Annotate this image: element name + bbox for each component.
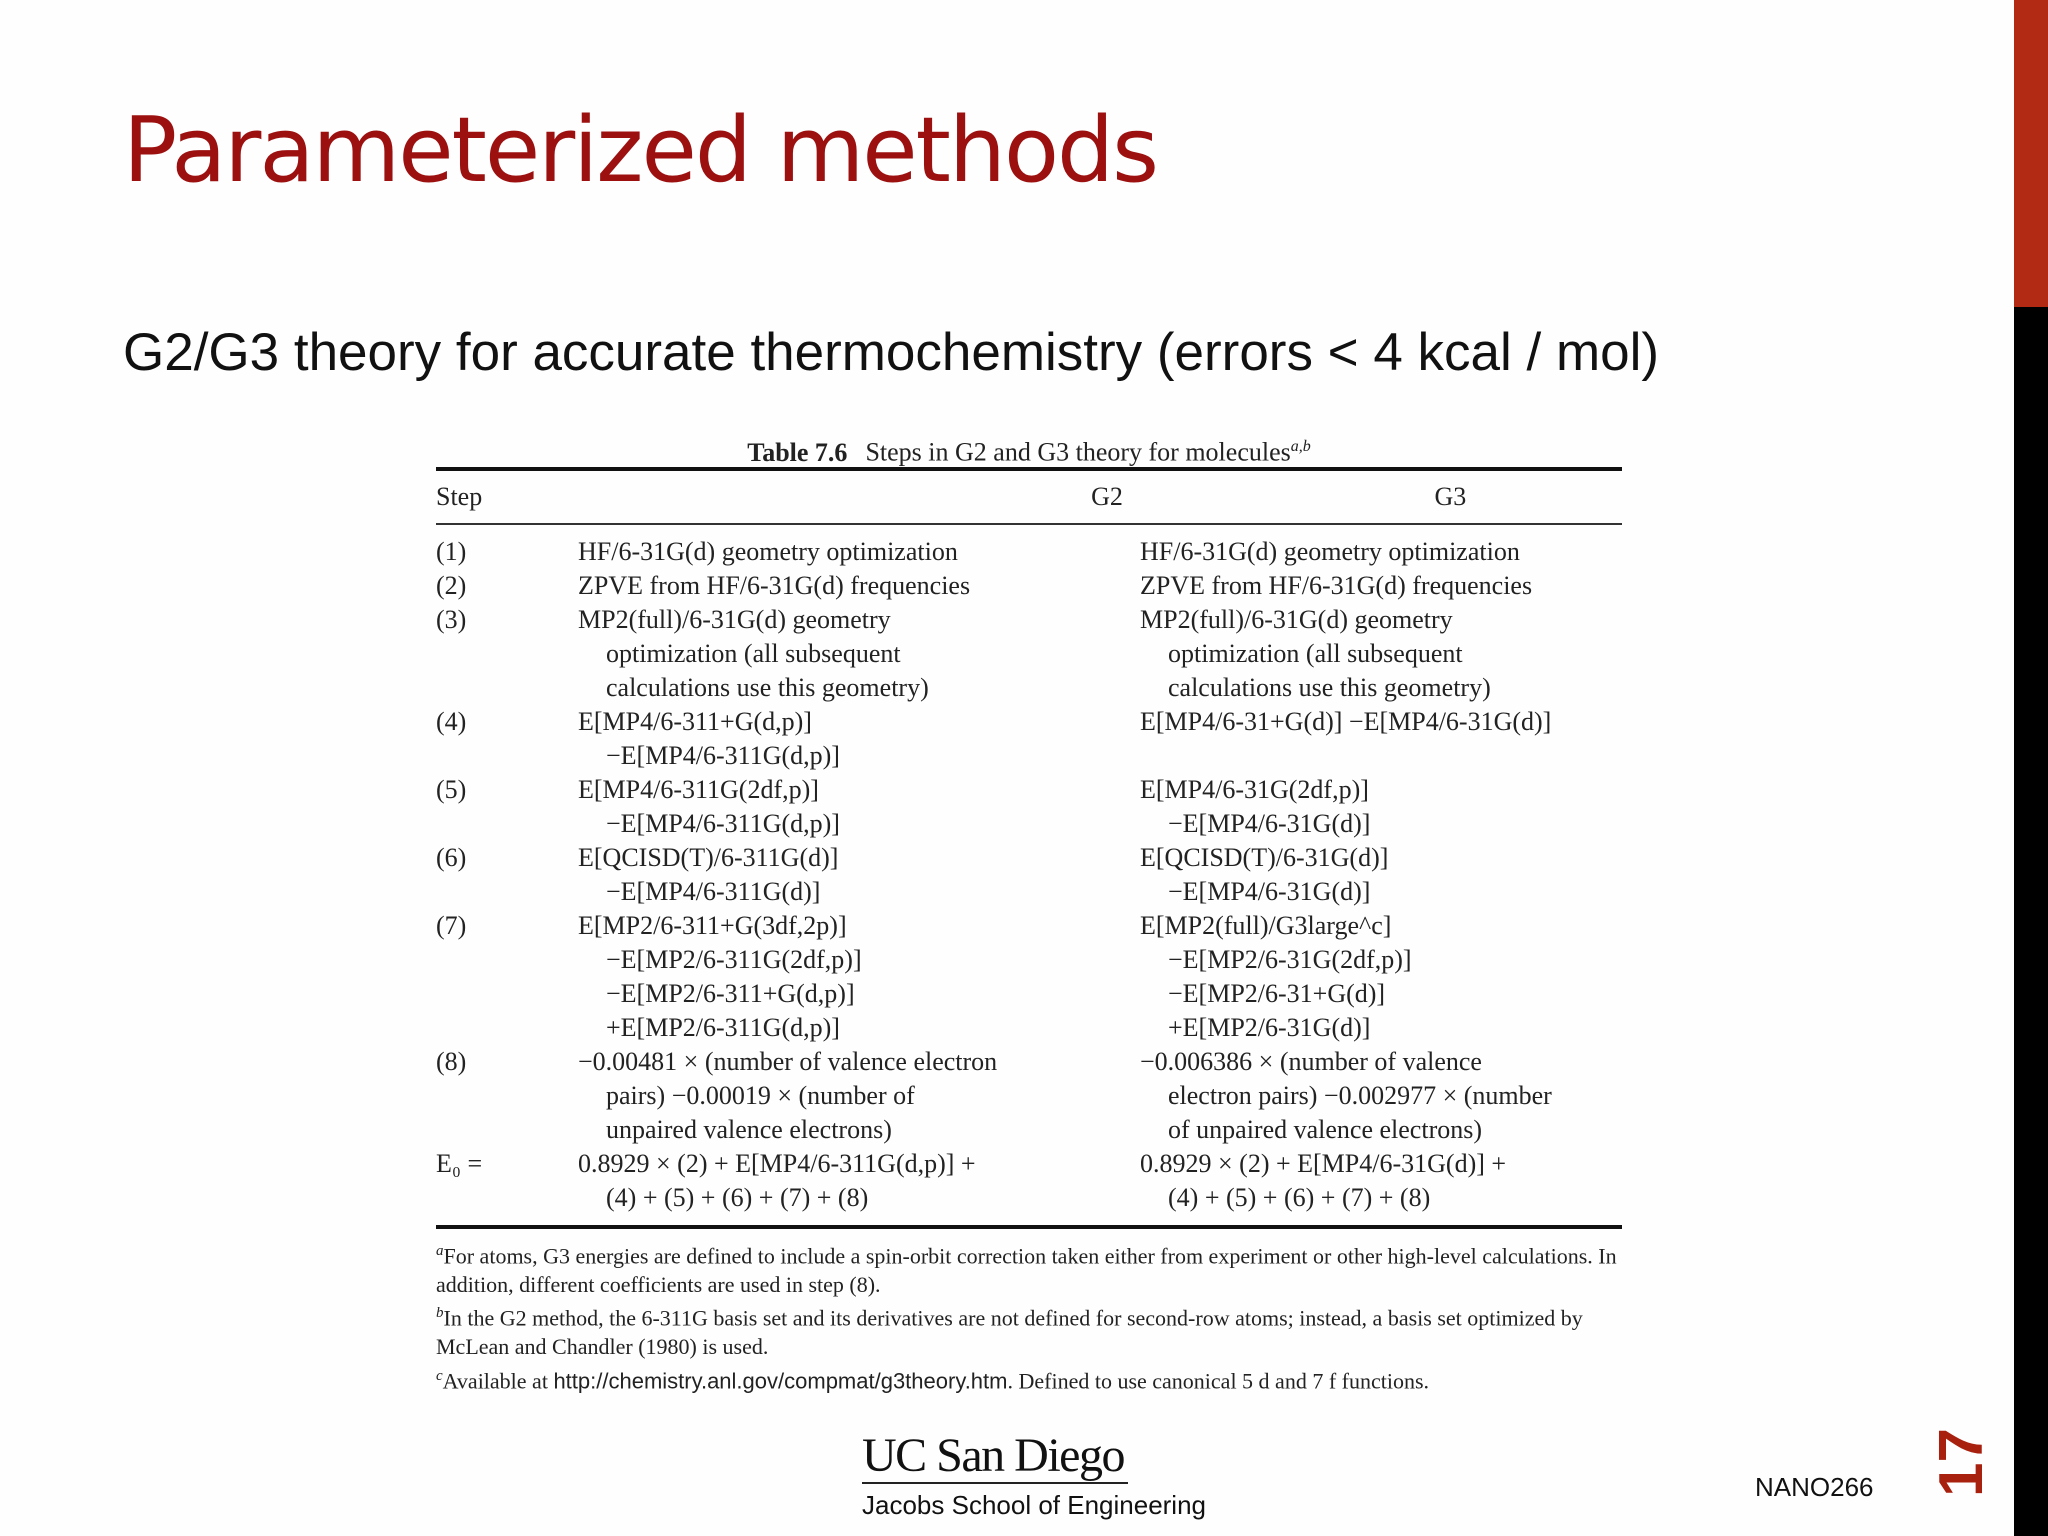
g3-line: −0.006386 × (number of valence xyxy=(1140,1047,1482,1076)
step-label: E₀ = xyxy=(436,1149,483,1178)
step-label: (2) xyxy=(436,571,467,600)
table-row xyxy=(436,773,1622,841)
g2-line: 0.8929 × (2) + E[MP4/6-311G(d,p)] + xyxy=(578,1149,976,1178)
step-label: (4) xyxy=(436,707,467,736)
g2-cell xyxy=(578,569,1140,603)
g3-line: E[QCISD(T)/6-31G(d)] xyxy=(1140,843,1389,872)
g3-line: (4) + (5) + (6) + (7) + (8) xyxy=(1168,1183,1431,1212)
g2-line: calculations use this geometry) xyxy=(606,673,929,702)
table-row xyxy=(436,535,1622,569)
ucsd-logo-sub: Jacobs School of Engineering xyxy=(862,1490,1207,1520)
footnote-a xyxy=(436,1237,1622,1299)
table-row xyxy=(436,569,1622,603)
header-step: Step xyxy=(436,482,483,511)
g3-cell xyxy=(1140,1147,1622,1215)
g2-cell xyxy=(578,1147,1140,1215)
step-label: (5) xyxy=(436,775,467,804)
step-label: (1) xyxy=(436,537,467,566)
g2-line: −E[MP2/6-311G(2df,p)] xyxy=(606,945,862,974)
footnote-c-mark: c xyxy=(436,1367,443,1384)
g2-line: unpaired valence electrons) xyxy=(606,1115,892,1144)
g2-cell xyxy=(578,1045,1140,1147)
ucsd-logo-main: UC San Diego xyxy=(862,1430,1128,1484)
steps-table xyxy=(436,471,1622,523)
footnote-c-prefix: Available at xyxy=(442,1367,554,1393)
footnote-c xyxy=(436,1362,1622,1396)
g3-cell xyxy=(1140,909,1622,1045)
step-label: (7) xyxy=(436,911,467,940)
table-caption-text: Steps in G2 and G3 theory for molecules xyxy=(865,437,1291,467)
g3-line: optimization (all subsequent xyxy=(1168,639,1463,668)
step-label: (3) xyxy=(436,605,467,634)
side-accent-bar xyxy=(2014,0,2048,1536)
g3-cell xyxy=(1140,603,1622,705)
g3-line: −E[MP4/6-31G(d)] xyxy=(1168,809,1371,838)
g2-line: pairs) −0.00019 × (number of xyxy=(606,1081,915,1110)
g3-line: −E[MP2/6-31G(2df,p)] xyxy=(1168,945,1412,974)
side-accent-red xyxy=(2014,0,2048,307)
footnote-b-mark: b xyxy=(436,1305,444,1322)
header-g3: G3 xyxy=(1434,482,1467,511)
g2-cell xyxy=(578,909,1140,1045)
g2-line: −E[MP2/6-311+G(d,p)] xyxy=(606,979,855,1008)
g2-cell xyxy=(578,705,1140,773)
table-footnotes xyxy=(436,1229,1622,1395)
g2-line: E[MP4/6-311G(2df,p)] xyxy=(578,775,819,804)
slide-title: Parameterized methods xyxy=(123,98,1158,203)
g3-line: calculations use this geometry) xyxy=(1168,673,1491,702)
ucsd-logo xyxy=(862,1430,1206,1521)
step-label: (8) xyxy=(436,1047,467,1076)
g2-line: HF/6-31G(d) geometry optimization xyxy=(578,537,958,566)
g2-line: MP2(full)/6-31G(d) geometry xyxy=(578,605,891,634)
g2-cell xyxy=(578,773,1140,841)
footnote-c-suffix: . Defined to use canonical 5 d and 7 f functions. xyxy=(1007,1367,1430,1393)
g2-line: optimization (all subsequent xyxy=(606,639,901,668)
g2-line: −E[MP4/6-311G(d)] xyxy=(606,877,821,906)
page-number: 17 xyxy=(1927,1428,1996,1497)
step-label: (6) xyxy=(436,843,467,872)
g2-line: −0.00481 × (number of valence electron xyxy=(578,1047,998,1076)
table-header-row xyxy=(436,471,1622,523)
g2-line: +E[MP2/6-311G(d,p)] xyxy=(606,1013,840,1042)
table-caption-sup: a,b xyxy=(1290,438,1311,455)
g2-line: E[QCISD(T)/6-311G(d)] xyxy=(578,843,839,872)
table-caption xyxy=(436,427,1622,467)
g2-g3-table xyxy=(436,427,1622,1395)
g3-line: E[MP4/6-31G(2df,p)] xyxy=(1140,775,1369,804)
header-g2: G2 xyxy=(1091,482,1123,511)
table-row xyxy=(436,1045,1622,1147)
g2-line: −E[MP4/6-311G(d,p)] xyxy=(606,809,840,838)
g3-cell xyxy=(1140,569,1622,603)
g2-line: E[MP4/6-311+G(d,p)] xyxy=(578,707,812,736)
g2-cell xyxy=(578,603,1140,705)
footnote-a-mark: a xyxy=(436,1243,444,1259)
table-caption-label: Table 7.6 xyxy=(747,437,848,467)
table-row xyxy=(436,909,1622,1045)
footnote-b-text: In the G2 method, the 6-311G basis set and its derivatives are not defined for second-row atoms; instead, a basis set optimized by McLean and Chandler (1980) is used. xyxy=(436,1305,1583,1360)
slide-subtitle: G2/G3 theory for accurate thermochemistry (errors < 4 kcal / mol) xyxy=(123,323,1660,382)
g3-line: electron pairs) −0.002977 × (number xyxy=(1168,1081,1552,1110)
g3-line: 0.8929 × (2) + E[MP4/6-31G(d)] + xyxy=(1140,1149,1507,1178)
g3-line: E[MP4/6-31+G(d)] −E[MP4/6-31G(d)] xyxy=(1140,707,1552,736)
g3-line: MP2(full)/6-31G(d) geometry xyxy=(1140,605,1453,634)
table-row xyxy=(436,841,1622,909)
g3-line: −E[MP4/6-31G(d)] xyxy=(1168,877,1371,906)
g2-line: ZPVE from HF/6-31G(d) frequencies xyxy=(578,571,971,600)
course-code: NANO266 xyxy=(1755,1472,1874,1502)
g3-cell xyxy=(1140,1045,1622,1147)
steps-table-body xyxy=(436,535,1622,1215)
g2-line: E[MP2/6-311+G(3df,2p)] xyxy=(578,911,847,940)
footnote-c-link[interactable]: http://chemistry.anl.gov/compmat/g3theory.htm xyxy=(553,1367,1008,1393)
g3-cell xyxy=(1140,705,1622,773)
g3-line: HF/6-31G(d) geometry optimization xyxy=(1140,537,1520,566)
g3-line: of unpaired valence electrons) xyxy=(1168,1115,1483,1144)
footnote-a-text: For atoms, G3 energies are defined to include a spin-orbit correction taken either from experiment or other high-level calculations. In addition, different coefficients are used in step (8). xyxy=(436,1243,1617,1297)
g2-cell xyxy=(578,535,1140,569)
table-row xyxy=(436,1147,1622,1215)
g3-line: +E[MP2/6-31G(d)] xyxy=(1168,1013,1371,1042)
g2-cell xyxy=(578,841,1140,909)
g3-line: −E[MP2/6-31+G(d)] xyxy=(1168,979,1386,1008)
g2-line: (4) + (5) + (6) + (7) + (8) xyxy=(606,1183,869,1212)
g3-line: E[MP2(full)/G3large^c] xyxy=(1140,911,1392,940)
table-row xyxy=(436,705,1622,773)
g2-line: −E[MP4/6-311G(d,p)] xyxy=(606,741,840,770)
table-row xyxy=(436,603,1622,705)
g3-line: ZPVE from HF/6-31G(d) frequencies xyxy=(1140,571,1533,600)
g3-cell xyxy=(1140,841,1622,909)
g3-cell xyxy=(1140,773,1622,841)
footnote-b xyxy=(436,1299,1622,1361)
g3-cell xyxy=(1140,535,1622,569)
